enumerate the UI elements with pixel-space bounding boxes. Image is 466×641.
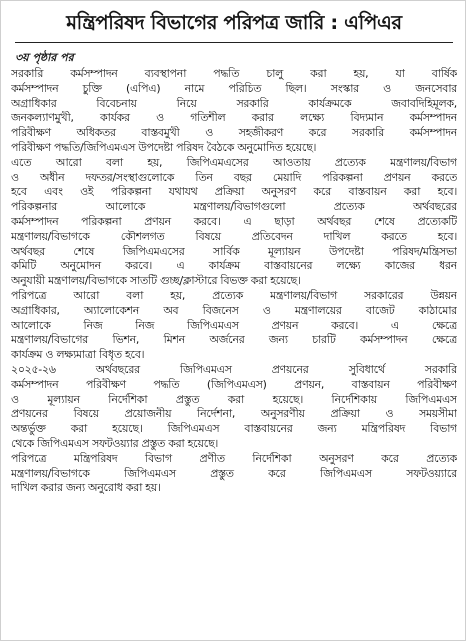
text-line: জনকল্যাণমুখী, কার্যকর ও গতিশীল করার লক্ষ্যে বিদ্যমান কর্মসম্পাদন	[11, 111, 457, 125]
headline-divider	[15, 42, 453, 43]
text-line: ও অধীন দফতর/সংস্থাগুলোকে তিন বছর মেয়াদি পরিকল্পনা প্রণয়ন করতে	[11, 170, 457, 184]
text-line: হবে এবং ওই পরিকল্পনা যথাযথ প্রক্রিয়া অনুসরণ করে বাস্তবায়ন করা হবে।	[11, 185, 457, 199]
text-line: কার্যক্রম ও লক্ষ্যমাত্রা বিধৃত হবে।	[11, 348, 145, 362]
text-line: পরিপত্রে আরো বলা হয়, প্রত্যেক মন্ত্রণালয়/বিভাগ সরকারের উন্নয়ন	[11, 288, 457, 302]
continued-from-label: ৩য় পৃষ্ঠার পর	[15, 51, 74, 64]
text-line: কর্মসম্পাদন চুক্তি (এপিএ) নামে পরিচিত ছিল। সংস্কার ও জনসেবার	[11, 81, 457, 95]
text-line: অনুযায়ী মন্ত্রণালয়/বিভাগকে সাতটি গুচ্ছ/ক্লাস্টারে বিভক্ত করা হয়েছে।	[11, 274, 301, 288]
text-line: অগ্রাধিকার বিবেচনায় নিয়ে সরকারি কার্যক্রমকে জবাবদিহিমূলক,	[11, 96, 457, 110]
text-line: পরিপত্রে মন্ত্রিপরিষদ বিভাগ প্রণীত নির্দেশিকা অনুসরণ করে প্রত্যেক	[11, 451, 457, 465]
article-body	[11, 67, 457, 496]
text-line: সরকারি কর্মসম্পাদন ব্যবস্থাপনা পদ্ধতি চালু করা হয়, যা বার্ষিক	[11, 67, 457, 80]
text-line: ২০২৫-২৬ অর্থবছরের জিপিএমএস প্রণয়নের সুবিধার্থে সরকারি	[11, 362, 457, 376]
text-line: ও মূল্যায়ন নির্দেশিকা প্রস্তুত করা হয়েছে। নির্দেশিকায় জিপিএমএস	[11, 392, 457, 406]
text-line: আলোকে নিজ নিজ জিপিএমএস প্রণয়ন করবে। এ ক্ষেত্রে	[11, 318, 457, 332]
text-line: কর্মসম্পাদন পরিবীক্ষণ পদ্ধতি (জিপিএমএস) প্রণয়ন, বাস্তবায়ন পরিবীক্ষণ	[11, 377, 457, 391]
text-line: মন্ত্রণালয়/বিভাগের ভিশন, মিশন অর্জনের জন্য চারটি কর্মসম্পাদন ক্ষেত্রে	[11, 333, 457, 347]
text-line: কমিটি অনুমোদন করবে। এ কার্যক্রম বাস্তবায়নের লক্ষ্যে কাজের ধরন	[11, 259, 457, 273]
text-line: অগ্রাধিকার, অ্যালোকেশন অব বিজনেস ও মন্ত্রণালয়ের বাজেট কাঠামোর	[11, 303, 457, 317]
text-line: দাখিল করার জন্য অনুরোধ করা হয়।	[11, 481, 161, 495]
text-line: এতে আরো বলা হয়, জিপিএমএসের আওতায় প্রত্যেক মন্ত্রণালয়/বিভাগ	[11, 155, 457, 169]
text-line: মন্ত্রণালয়/বিভাগকে জিপিএমএস প্রস্তুত করে জিপিএমএস সফটওয়্যারে	[11, 466, 457, 480]
headline: মন্ত্রিপরিষদ বিভাগের পরিপত্র জারি : এপিএর	[66, 11, 402, 34]
text-line: কর্মসম্পাদন পরিকল্পনা প্রণয়ন করবে। এ ছাড়া অর্থবছর শেষে প্রত্যেকটি	[11, 214, 457, 228]
text-line: প্রণয়নের বিষয়ে প্রয়োজনীয় নির্দেশনা, অনুসরণীয় প্রক্রিয়া ও সময়সীমা	[11, 407, 457, 421]
text-line: থেকে জিপিএমএস সফটওয়্যার প্রস্তুত করা হয়েছে।	[11, 436, 219, 450]
text-line: মন্ত্রণালয়/বিভাগকে কৌশলগত বিষয়ে প্রতিবেদন দাখিল করতে হবে।	[11, 229, 457, 243]
text-line: পরিবীক্ষণ অধিকতর বাস্তবমুখী ও সহজীকরণ করে সরকারি কর্মসম্পাদন	[11, 126, 457, 140]
text-line: অর্থবছর শেষে জিপিএমএসের সার্বিক মূল্যায়ন উপদেষ্টা পরিষদ/মন্ত্রিসভা	[11, 244, 457, 258]
text-line: পরিকল্পনার আলোকে মন্ত্রণালয়/বিভাগগুলো প্রত্যেক অর্থবছরের	[11, 200, 457, 214]
text-line: পরিবীক্ষণ পদ্ধতি/জিপিএমএস উপদেষ্টা পরিষদ বৈঠকে অনুমোদিত হয়েছে।	[11, 140, 317, 154]
text-line: অন্তর্ভুক্ত করা হয়েছে। জিপিএমএস বাস্তবায়নের জন্য মন্ত্রিপরিষদ বিভাগ	[11, 422, 457, 436]
